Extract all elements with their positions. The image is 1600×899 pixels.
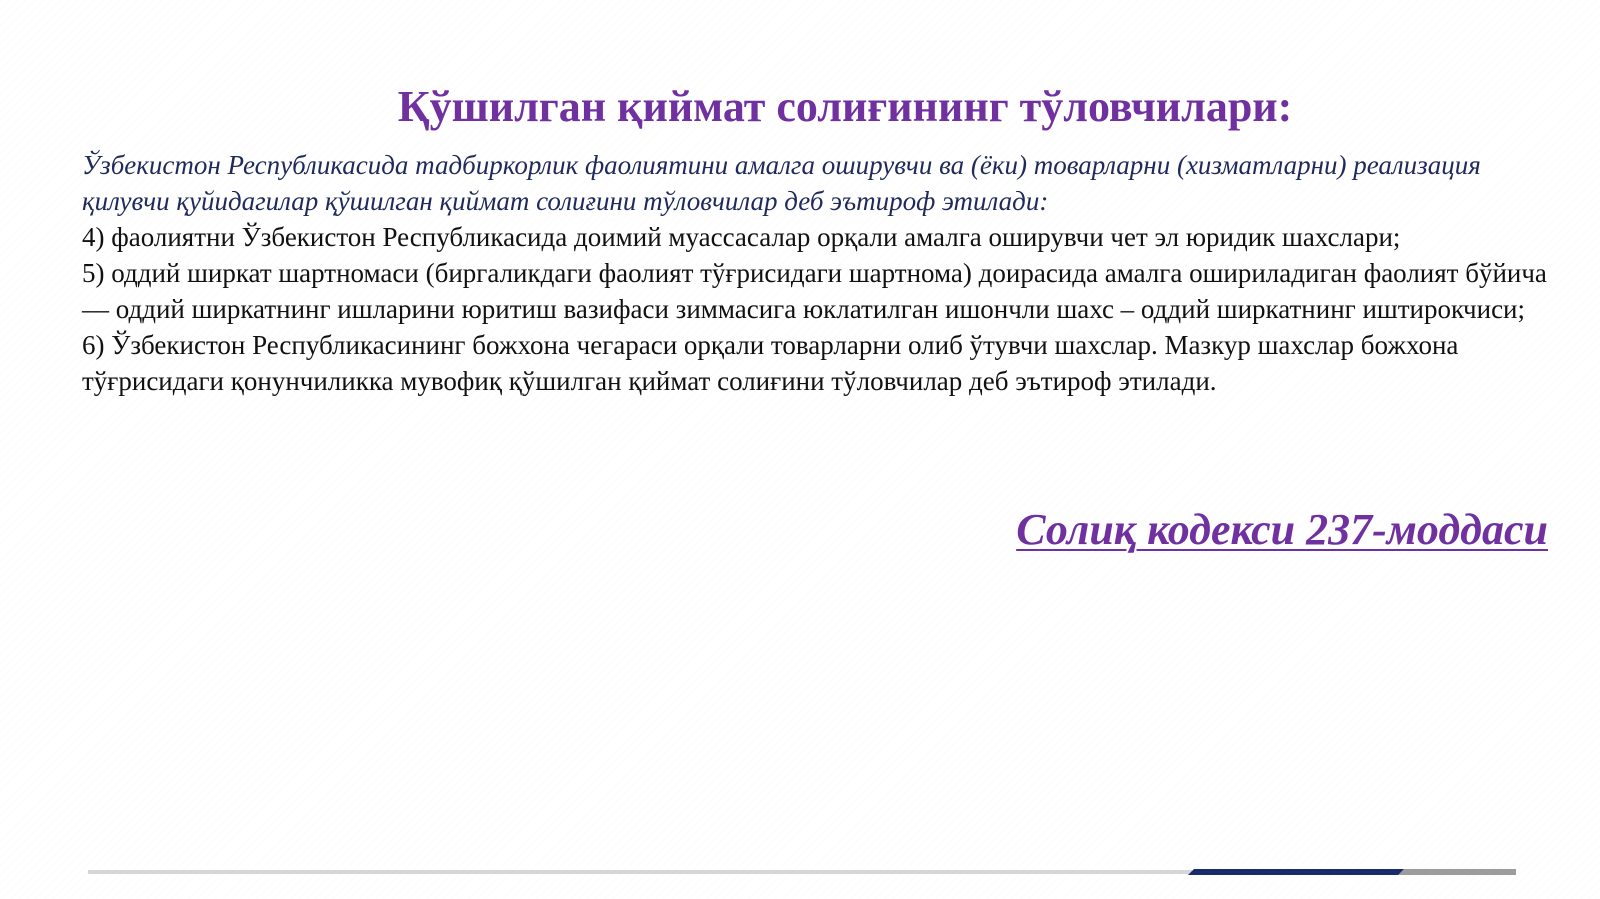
- footer-bar-dark-grey-segment: [1398, 869, 1516, 875]
- slide-title: Қўшилган қиймат солиғининг тўловчилари:: [397, 82, 1293, 131]
- slide-content: [82, 147, 1562, 399]
- list-item-6: 6) Ўзбекистон Республикасининг божхона чегараси орқали товарларни олиб ўтувчи шахслар. Мазкур шахслар божхона тўғрисидаги қонунчиликка мувофиқ қўшилган қиймат солиғини тўловчилар деб эътироф этилади.: [82, 330, 1459, 396]
- footer-bar-navy-segment: [1188, 869, 1406, 875]
- list-item-4: 4) фаолиятни Ўзбекистон Республикасида доимий муассасалар орқали амалга оширувчи чет эл юридик шахслари;: [82, 222, 1401, 252]
- intro-paragraph: Ўзбекистон Республикасида тадбиркорлик фаолиятини амалга оширувчи ва (ёки) товарларни (хизматларни) реализация қилувчи қуйидагилар қўшилган қиймат солиғини тўловчилар деб эътироф этилади:: [82, 150, 1481, 216]
- footer-bar-grey-segment: [88, 870, 1192, 874]
- tax-code-article-link[interactable]: Солиқ кодекси 237-моддаси: [1016, 505, 1548, 554]
- footer-decoration-bar: [88, 869, 1516, 875]
- list-item-5: 5) оддий ширкат шартномаси (биргаликдаги фаолият тўғрисидаги шартнома) доирасида амалга ошириладиган фаолият бўйича — оддий ширкатнинг ишларини юритиш вазифаси зиммасига юклатилган ишончли шахс – оддий ширкатнинг иштирокчиси;: [82, 258, 1547, 324]
